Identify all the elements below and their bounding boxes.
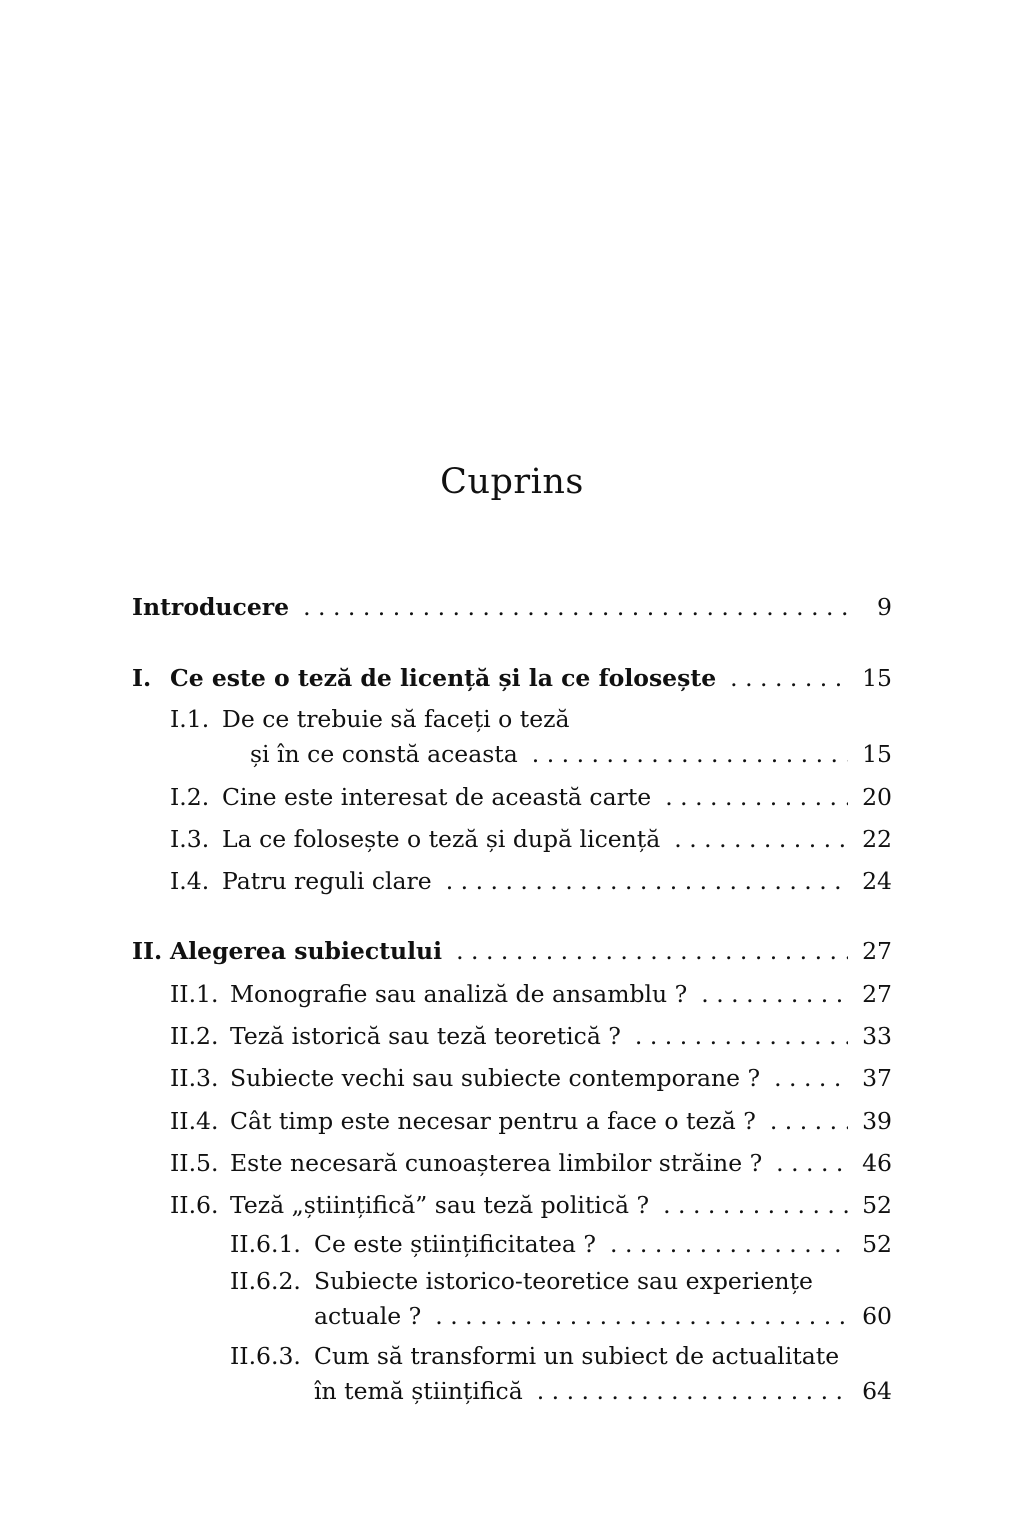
- toc-entry-chapter-ii[interactable]: [132, 936, 892, 966]
- toc-entry-ii-5[interactable]: [170, 1148, 892, 1178]
- toc-entry-introducere[interactable]: [132, 592, 892, 622]
- dot-leader: [730, 663, 848, 693]
- toc-entry-page: 22: [862, 825, 892, 853]
- dot-leader: [303, 592, 850, 622]
- toc-entry-number: I.2.: [170, 783, 210, 811]
- toc-entry-page: 39: [862, 1107, 892, 1135]
- toc-entry-page: 64: [862, 1377, 892, 1405]
- toc-entry-page: 37: [862, 1064, 892, 1092]
- toc-entry-label: Ce este științificitatea ?: [314, 1230, 597, 1258]
- toc-entry-ii-6-1[interactable]: [230, 1229, 892, 1259]
- toc-entry-ii-6-3[interactable]: [314, 1376, 892, 1406]
- dot-leader: [770, 1106, 848, 1136]
- toc-entry-page: 20: [862, 783, 892, 811]
- toc-entry-label: Patru reguli clare: [222, 867, 432, 895]
- toc-entry-i-4[interactable]: [170, 866, 892, 896]
- toc-entry-label: De ce trebuie să faceți o teză: [222, 705, 570, 733]
- toc-entry-label-continued: actuale ?: [314, 1302, 422, 1330]
- toc-entry-label: Teză „științifică” sau teză politică ?: [230, 1191, 650, 1219]
- toc-entry-label: Cine este interesat de această carte: [222, 783, 652, 811]
- toc-entry-label: Teză istorică sau teză teoretică ?: [230, 1022, 621, 1050]
- dot-leader: [674, 824, 848, 854]
- toc-entry-number: II.6.1.: [230, 1230, 301, 1258]
- toc-entry-number: I.4.: [170, 867, 210, 895]
- toc-entry-number: II.3.: [170, 1064, 219, 1092]
- dot-leader: [701, 979, 848, 1009]
- dot-leader: [635, 1021, 848, 1051]
- toc-entry-page: 33: [862, 1022, 892, 1050]
- dot-leader: [665, 782, 848, 812]
- toc-entry-page: 52: [862, 1191, 892, 1219]
- page-title: Cuprins: [440, 462, 584, 502]
- toc-entry-label: Cum să transformi un subiect de actualitate: [314, 1342, 840, 1370]
- toc-entry-ii-4[interactable]: [170, 1106, 892, 1136]
- toc-entry-label: Ce este o teză de licență și la ce folosește: [170, 664, 717, 692]
- toc-entry-page: 15: [862, 740, 892, 768]
- toc-entry-label: Monografie sau analiză de ansamblu ?: [230, 980, 688, 1008]
- dot-leader: [446, 866, 848, 896]
- toc-entry-i-3[interactable]: [170, 824, 892, 854]
- toc-entry-number: II.6.3.: [230, 1342, 301, 1370]
- toc-entry-label: Subiecte istorico-teoretice sau experiențe: [314, 1267, 813, 1295]
- dot-leader: [435, 1301, 848, 1331]
- toc-entry-label-continued: în temă științifică: [314, 1377, 523, 1405]
- toc-entry-number: I.: [132, 664, 152, 692]
- toc-entry-page: 27: [862, 980, 892, 1008]
- toc-entry-i-1[interactable]: [250, 739, 892, 769]
- dot-leader: [537, 1376, 848, 1406]
- dot-leader: [456, 936, 848, 966]
- toc-entry-page: 15: [862, 664, 892, 692]
- toc-entry-ii-3[interactable]: [170, 1063, 892, 1093]
- toc-entry-label: Este necesară cunoașterea limbilor străine ?: [230, 1149, 763, 1177]
- toc-entry-label: Subiecte vechi sau subiecte contemporane ?: [230, 1064, 761, 1092]
- dot-leader: [776, 1148, 848, 1178]
- toc-entry-ii-6[interactable]: [170, 1190, 892, 1220]
- toc-entry-ii-6-3-line1[interactable]: [230, 1341, 839, 1371]
- toc-entry-chapter-i[interactable]: [132, 663, 892, 693]
- toc-entry-label: Cât timp este necesar pentru a face o teză ?: [230, 1107, 756, 1135]
- toc-entry-i-2[interactable]: [170, 782, 892, 812]
- dot-leader: [532, 739, 848, 769]
- toc-entry-page: 27: [862, 937, 892, 965]
- dot-leader: [610, 1229, 848, 1259]
- toc-entry-label: La ce folosește o teză și după licență: [222, 825, 661, 853]
- toc-entry-page: 52: [862, 1230, 892, 1258]
- toc-entry-ii-6-2-line1[interactable]: [230, 1266, 813, 1296]
- toc-entry-page: 24: [862, 867, 892, 895]
- toc-entry-label: Introducere: [132, 593, 290, 621]
- toc-entry-page: 60: [862, 1302, 892, 1330]
- toc-entry-page: 9: [877, 593, 892, 621]
- toc-entry-number: I.1.: [170, 705, 210, 733]
- toc-entry-number: II.5.: [170, 1149, 219, 1177]
- toc-entry-ii-1[interactable]: [170, 979, 892, 1009]
- toc-entry-page: 46: [862, 1149, 892, 1177]
- toc-entry-ii-6-2[interactable]: [314, 1301, 892, 1331]
- toc-entry-ii-2[interactable]: [170, 1021, 892, 1051]
- toc-entry-number: II.2.: [170, 1022, 219, 1050]
- toc-entry-number: II.6.: [170, 1191, 219, 1219]
- toc-entry-number: II.1.: [170, 980, 219, 1008]
- toc-entry-label: Alegerea subiectului: [170, 937, 443, 965]
- toc-entry-label-continued: și în ce constă aceasta: [250, 740, 518, 768]
- toc-entry-i-1-line1[interactable]: [170, 704, 570, 734]
- toc-entry-number: II.4.: [170, 1107, 219, 1135]
- dot-leader: [774, 1063, 848, 1093]
- toc-entry-number: I.3.: [170, 825, 210, 853]
- dot-leader: [663, 1190, 848, 1220]
- toc-entry-number: II.: [132, 937, 163, 965]
- toc-entry-number: II.6.2.: [230, 1267, 301, 1295]
